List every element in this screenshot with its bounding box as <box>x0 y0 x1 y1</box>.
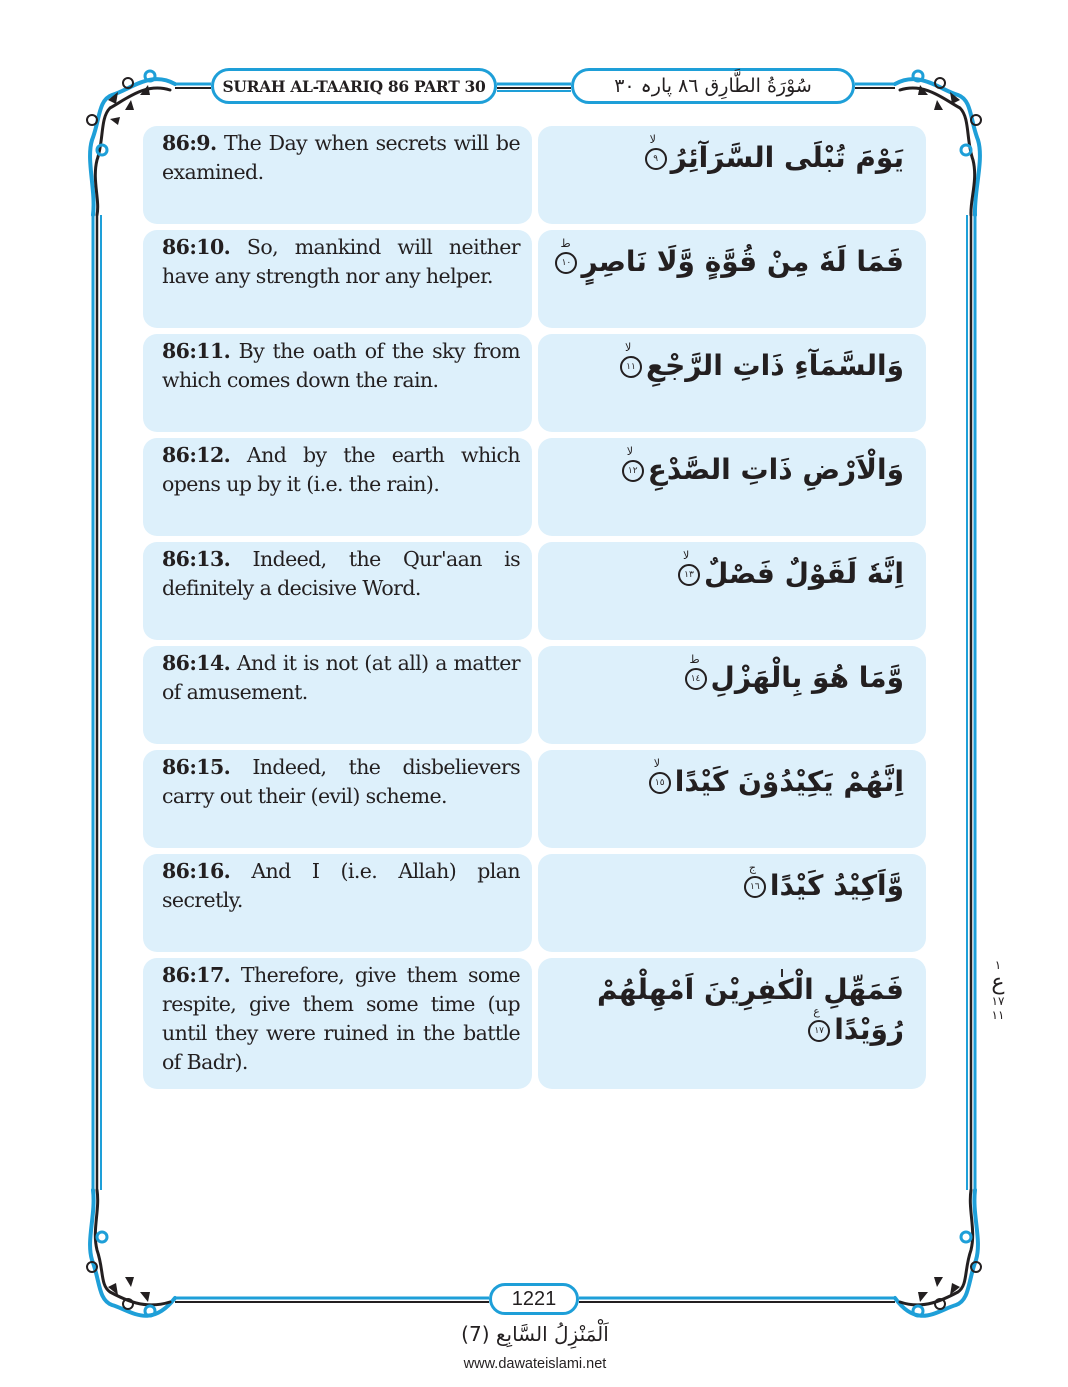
verse-row <box>143 126 926 224</box>
translation-cell <box>143 854 532 952</box>
arabic-cell <box>538 334 926 432</box>
ayah-number-marker: لا ١٢ <box>622 460 644 482</box>
arabic-verse: وَالْاَرْضِ ذَاتِ الصَّدْعِ <box>647 453 904 486</box>
verse-translation: So, mankind will neither have any strength nor any helper. <box>162 235 520 288</box>
arabic-verse: فَمَا لَهٗ مِنْ قُوَّةٍ وَّلَا نَاصِرٍ <box>581 245 904 278</box>
verse-translation: Indeed, the Qur'aan is definitely a decisive Word. <box>162 547 520 600</box>
verse-translation: And I (i.e. Allah) plan secretly. <box>162 859 520 912</box>
waqf-sign: لا <box>649 133 656 146</box>
verse-ref: 86:9. <box>162 131 217 155</box>
ruku-symbol: ع <box>991 970 1005 995</box>
verse-translation: By the oath of the sky from which comes down the rain. <box>162 339 520 392</box>
page-number <box>489 1283 579 1315</box>
page-number-text: 1221 <box>511 1287 557 1310</box>
website-link[interactable]: www.dawateislami.net <box>463 1356 607 1372</box>
verse-ref: 86:16. <box>162 859 231 883</box>
verse-table <box>143 126 926 1095</box>
translation-cell <box>143 126 532 224</box>
verse-ref: 86:13. <box>162 547 231 571</box>
verse-translation: And it is not (at all) a matter of amusement. <box>162 651 520 704</box>
waqf-sign: لا <box>653 757 661 770</box>
verse-translation: Therefore, give them some respite, give them some time (up until they were ruined in the battle of Badr). <box>162 963 520 1074</box>
arabic-verse: اِنَّهٗ لَقَوْلٌ فَصْلٌ <box>703 557 904 590</box>
translation-cell <box>143 958 532 1089</box>
ayah-number-marker: ط ١٠ <box>555 252 577 274</box>
translation-cell <box>143 542 532 640</box>
ornament-bottom-left <box>87 1190 175 1316</box>
waqf-sign: ط <box>560 237 571 250</box>
ayah-number-marker: ط ١٤ <box>685 668 707 690</box>
surah-title-arabic <box>571 68 855 104</box>
verse-row <box>143 646 926 744</box>
manzil-label: اَلْمَنْزِلُ السَّابِع (7) <box>461 1322 609 1346</box>
waqf-sign: ع <box>813 1005 820 1018</box>
arabic-cell <box>538 854 926 952</box>
verse-row <box>143 542 926 640</box>
waqf-sign: لا <box>624 341 632 354</box>
verse-ref: 86:15. <box>162 755 231 779</box>
arabic-verse: وَّمَا هُوَ بِالْهَزْلِ <box>710 661 904 694</box>
verse-ref: 86:10. <box>162 235 231 259</box>
verse-translation: And by the earth which opens up by it (i.e. the rain). <box>162 443 521 496</box>
arabic-verse: وَالسَّمَآءِ ذَاتِ الرَّجْعِ <box>645 349 904 382</box>
ruku-marker <box>978 958 1018 1022</box>
verse-row <box>143 958 926 1089</box>
surah-title-arabic-text: سُوْرَةُ الطَّارِق ٨٦ پارہ ٣٠ <box>614 75 812 97</box>
waqf-sign: ج <box>748 861 756 874</box>
waqf-sign: لا <box>682 549 690 562</box>
translation-cell <box>143 750 532 848</box>
verse-row <box>143 334 926 432</box>
translation-cell <box>143 438 532 536</box>
verse-row <box>143 438 926 536</box>
arabic-verse: اِنَّهُمْ يَكِيْدُوْنَ كَيْدًا <box>674 765 904 798</box>
translation-cell <box>143 646 532 744</box>
arabic-cell <box>538 958 926 1089</box>
translation-cell <box>143 230 532 328</box>
ayah-number-marker: لا ١٣ <box>678 564 700 586</box>
ayah-number-marker: لا ١٥ <box>649 772 671 794</box>
arabic-cell <box>538 750 926 848</box>
verse-row <box>143 750 926 848</box>
verse-row <box>143 854 926 952</box>
surah-title-english-text: SURAH AL-TAARIQ 86 PART 30 <box>222 76 486 96</box>
verse-row <box>143 230 926 328</box>
waqf-sign: لا <box>626 445 634 458</box>
ornament-bottom-right <box>895 1190 981 1316</box>
ruku-count-bottom: ١١ <box>991 1008 1005 1022</box>
translation-cell <box>143 334 532 432</box>
waqf-sign: ط <box>689 653 700 666</box>
ruku-count-mid: ١٧ <box>991 994 1005 1008</box>
arabic-cell <box>538 542 926 640</box>
verse-translation: Indeed, the disbelievers carry out their (evil) scheme. <box>162 755 521 808</box>
ayah-number-marker: ج ١٦ <box>744 876 766 898</box>
arabic-cell <box>538 646 926 744</box>
arabic-verse: وَّاَكِيْدُ كَيْدًا <box>769 869 904 902</box>
arabic-cell <box>538 438 926 536</box>
verse-ref: 86:12. <box>162 443 231 467</box>
arabic-verse: يَوْمَ تُبْلَى السَّرَآئِرُ <box>670 141 904 174</box>
arabic-cell <box>538 230 926 328</box>
verse-translation: The Day when secrets will be examined. <box>162 131 520 184</box>
verse-ref: 86:17. <box>162 963 231 987</box>
ayah-number-marker: لا ١١ <box>620 356 642 378</box>
surah-title-english <box>211 68 497 104</box>
arabic-cell <box>538 126 926 224</box>
ruku-count-top: ١ <box>994 958 1002 972</box>
ayah-number-marker: لا ٩ <box>645 148 667 170</box>
arabic-verse: فَمَهِّلِ الْكٰفِرِيْنَ اَمْهِلْهُمْ رُوَيْدًا <box>596 973 904 1046</box>
ayah-number-marker: ع ١٧ <box>808 1020 830 1042</box>
verse-ref: 86:14. <box>162 651 231 675</box>
verse-ref: 86:11. <box>162 339 231 363</box>
